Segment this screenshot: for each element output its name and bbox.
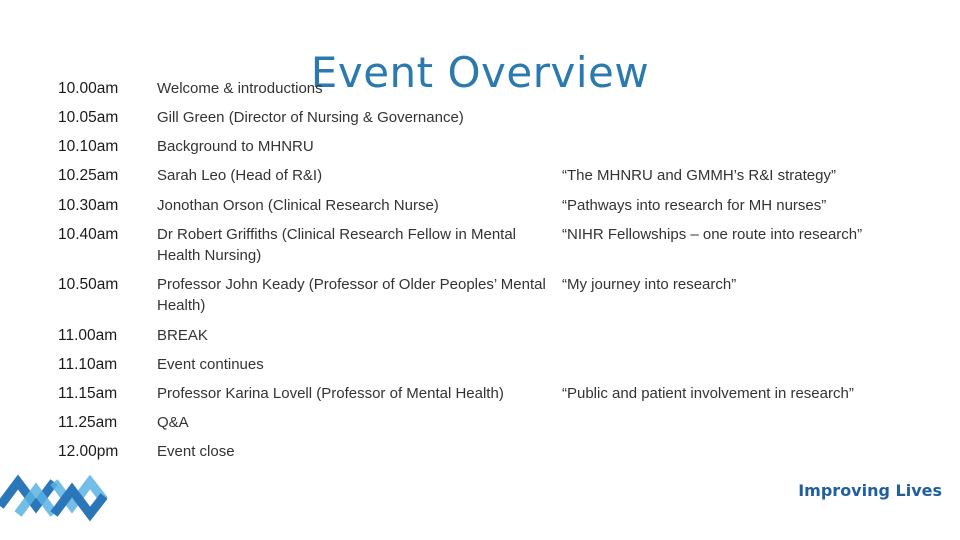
row-item: Q&A [157,414,189,431]
schedule-row [58,78,918,107]
improving-lives-tagline: Improving Lives [798,481,942,500]
row-item: Event close [157,443,235,460]
row-talk: “NIHR Fellowships – one route into research” [562,226,863,243]
schedule-row [58,224,918,274]
row-talk: “Pathways into research for MH nurses” [562,197,827,214]
row-item: Welcome & introductions [157,80,323,97]
row-time: 10.25am [58,167,119,184]
schedule-row [58,354,918,383]
row-time: 10.50am [58,276,119,293]
schedule-row [58,441,918,470]
row-item: Gill Green (Director of Nursing & Governance) [157,109,464,126]
row-item: Jonothan Orson (Clinical Research Nurse) [157,197,439,214]
schedule-row [58,136,918,165]
schedule-row [58,165,918,195]
row-time: 10.05am [58,109,119,126]
schedule-row [58,383,918,412]
page-title: Event Overview [310,48,650,98]
schedule-row [58,274,918,325]
schedule-table [58,78,918,470]
row-item: BREAK [157,327,208,344]
row-item: Event continues [157,356,264,373]
row-talk: “Public and patient involvement in research” [562,385,854,402]
row-time: 11.10am [58,356,118,373]
row-time: 11.00am [58,327,118,344]
row-item: Sarah Leo (Head of R&I) [157,167,323,184]
schedule-row [58,195,918,224]
schedule-row [58,325,918,354]
schedule-row [58,107,918,136]
row-item: Professor John Keady (Professor of Older Peoples’ Mental Health) [157,276,546,314]
row-time: 10.30am [58,197,119,214]
row-time: 10.40am [58,226,119,243]
row-item: Professor Karina Lovell (Professor of Mental Health) [157,385,504,402]
row-talk: “The MHNRU and GMMH’s R&I strategy” [562,167,836,184]
row-time: 10.00am [58,80,119,97]
chevron-lattice-logo-icon [0,468,112,524]
row-time: 12.00pm [58,443,119,460]
row-time: 11.15am [58,385,118,402]
row-time: 11.25am [58,414,118,431]
row-item: Dr Robert Griffiths (Clinical Research Fellow in Mental Health Nursing) [157,226,517,264]
row-item: Background to MHNRU [157,138,314,155]
schedule-row [58,412,918,441]
row-talk: “My journey into research” [562,276,737,293]
row-time: 10.10am [58,138,119,155]
